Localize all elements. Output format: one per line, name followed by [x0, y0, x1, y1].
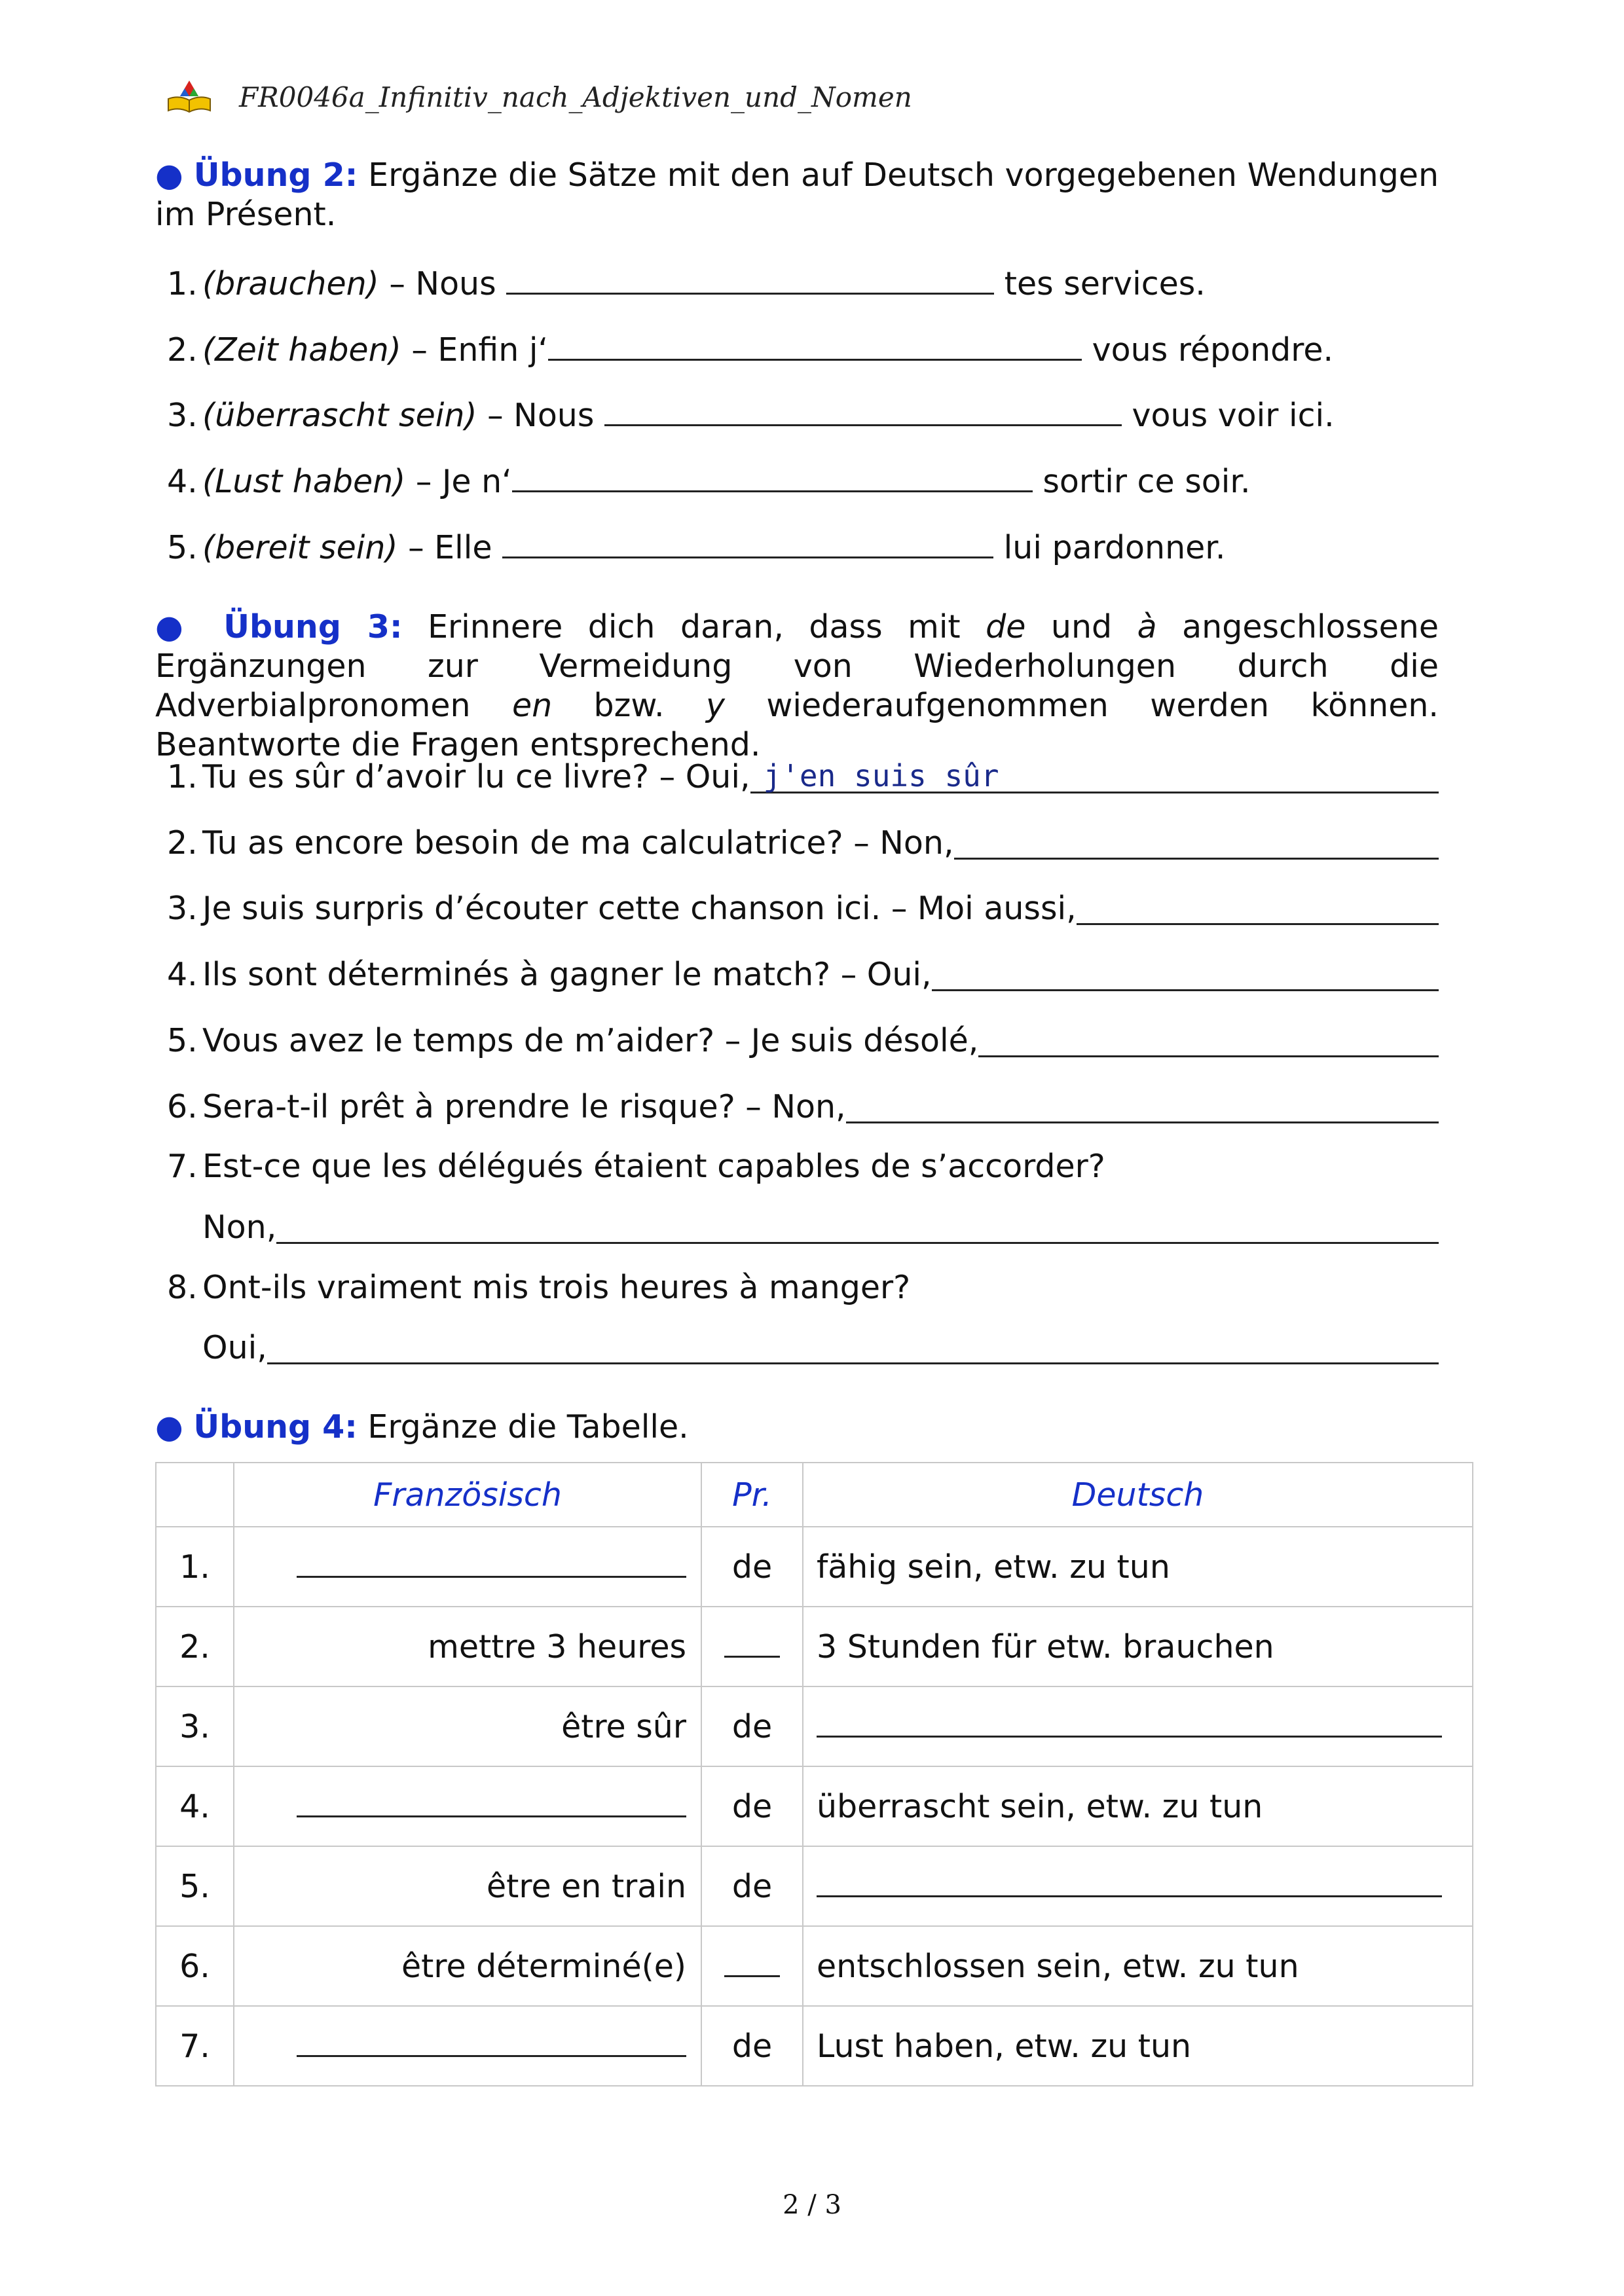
col-header-preposition: Pr.: [701, 1463, 803, 1527]
answer-blank[interactable]: [297, 2033, 686, 2057]
cue: (bereit sein): [202, 529, 398, 566]
item-number: 2.: [167, 824, 198, 862]
answer-blank[interactable]: [954, 824, 1439, 860]
item-number: 4.: [167, 956, 198, 993]
uebung2-text: Ergänze die Sätze mit den auf Deutsch vorgegebenen Wendungen im Présent.: [155, 156, 1439, 233]
question: Est-ce que les délégués étaient capables de s’accorder?: [202, 1148, 1105, 1185]
text: Erinnere dich daran, dass mit: [428, 608, 986, 646]
answer-blank[interactable]: [502, 534, 993, 558]
item-number: 6.: [167, 1088, 198, 1125]
answer-blank[interactable]: [932, 955, 1439, 991]
french-cell: être sûr: [234, 1686, 701, 1766]
german-cell: [803, 1686, 1473, 1766]
col-header-french: Französisch: [234, 1463, 701, 1527]
french-cell: être déterminé(e): [234, 1926, 701, 2006]
row-number: 2.: [156, 1607, 234, 1686]
answer-blank[interactable]: [978, 1021, 1439, 1057]
text: de: [986, 608, 1026, 646]
text: vous répondre.: [1082, 331, 1334, 369]
german-cell: Lust haben, etw. zu tun: [803, 2006, 1473, 2086]
cue: (Lust haben): [202, 463, 406, 500]
row-number: 3.: [156, 1686, 234, 1766]
u2-item-4: [167, 462, 1251, 501]
french-cell: mettre 3 heures: [234, 1607, 701, 1686]
u3-item-2: [167, 824, 1439, 863]
uebung2-label: Übung 2:: [193, 156, 358, 194]
preposition-cell: de: [701, 2006, 803, 2086]
question: Ont-ils vraiment mis trois heures à manger?: [202, 1269, 911, 1306]
item-number: 5.: [167, 1022, 198, 1059]
answer-blank[interactable]: [276, 1208, 1439, 1244]
preposition-cell: de: [701, 1766, 803, 1846]
preposition-cell: [701, 1926, 803, 2006]
table-row: [156, 1766, 1473, 1846]
vocabulary-table: [155, 1462, 1473, 2086]
text: lui pardonner.: [993, 529, 1226, 566]
u3-item-6: [167, 1087, 1439, 1127]
answer-blank[interactable]: [1077, 889, 1439, 925]
u3-item-3: [167, 889, 1439, 928]
text: wiederaufgenommen werden können. Beantworte die Fragen entsprechend.: [155, 687, 1439, 763]
question: Tu as encore besoin de ma calculatrice? – Non,: [202, 824, 954, 862]
text: – Nous: [378, 265, 507, 302]
reply-prefix: Non,: [202, 1209, 277, 1246]
item-number: 2.: [167, 331, 198, 369]
book-logo-icon: [167, 79, 212, 115]
item-number: 1.: [167, 758, 198, 795]
item-number: 5.: [167, 529, 198, 566]
u2-item-3: [167, 396, 1335, 435]
item-number: 4.: [167, 463, 198, 500]
preposition-cell: de: [701, 1846, 803, 1926]
page-number: 2 / 3: [783, 2190, 841, 2220]
text: y: [705, 687, 725, 724]
answer-blank[interactable]: [297, 1554, 686, 1578]
french-cell: [234, 2006, 701, 2086]
uebung4-instruction: [155, 1408, 1439, 1447]
answer-blank[interactable]: [817, 1713, 1442, 1738]
cue: (überrascht sein): [202, 397, 477, 434]
uebung4-label: Übung 4:: [193, 1408, 358, 1446]
answer-blank[interactable]: [750, 757, 1439, 793]
table-row: [156, 1607, 1473, 1686]
cue: (Zeit haben): [202, 331, 401, 369]
preposition-cell: de: [701, 1527, 803, 1607]
text: – Nous: [477, 397, 604, 434]
preposition-cell: de: [701, 1686, 803, 1766]
reply-prefix: Oui,: [202, 1329, 267, 1366]
german-cell: 3 Stunden für etw. brauchen: [803, 1607, 1473, 1686]
answer-blank[interactable]: [548, 337, 1082, 361]
handwritten-answer: j'en suis sûr: [763, 758, 999, 793]
text: tes services.: [994, 265, 1206, 302]
answer-blank[interactable]: [297, 1793, 686, 1817]
table-row: [156, 1846, 1473, 1926]
text: angeschlossene Ergänzungen zur Vermeidung von Wiederholungen durch die Adverbialpronomen: [155, 608, 1439, 724]
question: Tu es sûr d’avoir lu ce livre? – Oui,: [202, 758, 750, 795]
cue: (brauchen): [202, 265, 379, 302]
text: – Elle: [397, 529, 503, 566]
uebung3-label: Übung 3:: [223, 608, 403, 646]
answer-blank[interactable]: [724, 1953, 780, 1977]
u3-item-8-reply: [202, 1328, 1439, 1368]
u3-item-8: [167, 1268, 910, 1307]
question: Sera-t-il prêt à prendre le risque? – Non,: [202, 1088, 846, 1125]
french-cell: être en train: [234, 1846, 701, 1926]
u3-item-5: [167, 1021, 1439, 1061]
u2-item-5: [167, 528, 1226, 568]
german-cell: entschlossen sein, etw. zu tun: [803, 1926, 1473, 2006]
answer-blank[interactable]: [817, 1873, 1442, 1897]
item-number: 7.: [167, 1148, 198, 1185]
bullet-icon: ●: [155, 608, 198, 646]
row-number: 4.: [156, 1766, 234, 1846]
french-cell: [234, 1766, 701, 1846]
answer-blank[interactable]: [512, 468, 1033, 492]
answer-blank[interactable]: [267, 1328, 1439, 1364]
col-header-number: [156, 1463, 234, 1527]
text: – Enfin j‘: [401, 331, 549, 369]
u2-item-2: [167, 331, 1333, 370]
item-number: 8.: [167, 1269, 198, 1306]
german-cell: fähig sein, etw. zu tun: [803, 1527, 1473, 1607]
answer-blank[interactable]: [604, 402, 1122, 426]
answer-blank[interactable]: [724, 1633, 780, 1658]
uebung3-instruction: [155, 608, 1439, 765]
german-cell: [803, 1846, 1473, 1926]
text: à: [1137, 608, 1157, 646]
question: Vous avez le temps de m’aider? – Je suis désolé,: [202, 1022, 979, 1059]
table-row: [156, 2006, 1473, 2086]
bullet-icon: ●: [155, 156, 183, 194]
text: sortir ce soir.: [1032, 463, 1251, 500]
text: bzw.: [552, 687, 706, 724]
item-number: 1.: [167, 265, 198, 302]
row-number: 5.: [156, 1846, 234, 1926]
item-number: 3.: [167, 397, 198, 434]
row-number: 6.: [156, 1926, 234, 2006]
document-filename: FR0046a_Infinitiv_nach_Adjektiven_und_Nomen: [239, 81, 912, 113]
table-row: [156, 1527, 1473, 1607]
u3-item-4: [167, 955, 1439, 994]
u3-item-7-reply: [202, 1208, 1439, 1247]
table-row: [156, 1926, 1473, 2006]
text: – Je n‘: [405, 463, 512, 500]
text: und: [1025, 608, 1137, 646]
col-header-german: Deutsch: [803, 1463, 1473, 1527]
german-cell: überrascht sein, etw. zu tun: [803, 1766, 1473, 1846]
table-row: [156, 1686, 1473, 1766]
row-number: 7.: [156, 2006, 234, 2086]
text: vous voir ici.: [1121, 397, 1335, 434]
page-header: [167, 71, 912, 123]
answer-blank[interactable]: [846, 1087, 1439, 1123]
answer-blank[interactable]: [506, 270, 994, 295]
text: en: [511, 687, 553, 724]
preposition-cell: [701, 1607, 803, 1686]
uebung2-instruction: [155, 156, 1439, 234]
question: Je suis surpris d’écouter cette chanson ici. – Moi aussi,: [202, 890, 1077, 927]
u3-item-1: [167, 757, 1439, 797]
u2-item-1: [167, 264, 1206, 304]
u3-item-7: [167, 1147, 1105, 1186]
bullet-icon: ●: [155, 1408, 183, 1446]
french-cell: [234, 1527, 701, 1607]
row-number: 1.: [156, 1527, 234, 1607]
text: Ergänze die Tabelle.: [367, 1408, 689, 1446]
table-header-row: [156, 1463, 1473, 1527]
question: Ils sont déterminés à gagner le match? – Oui,: [202, 956, 932, 993]
item-number: 3.: [167, 890, 198, 927]
